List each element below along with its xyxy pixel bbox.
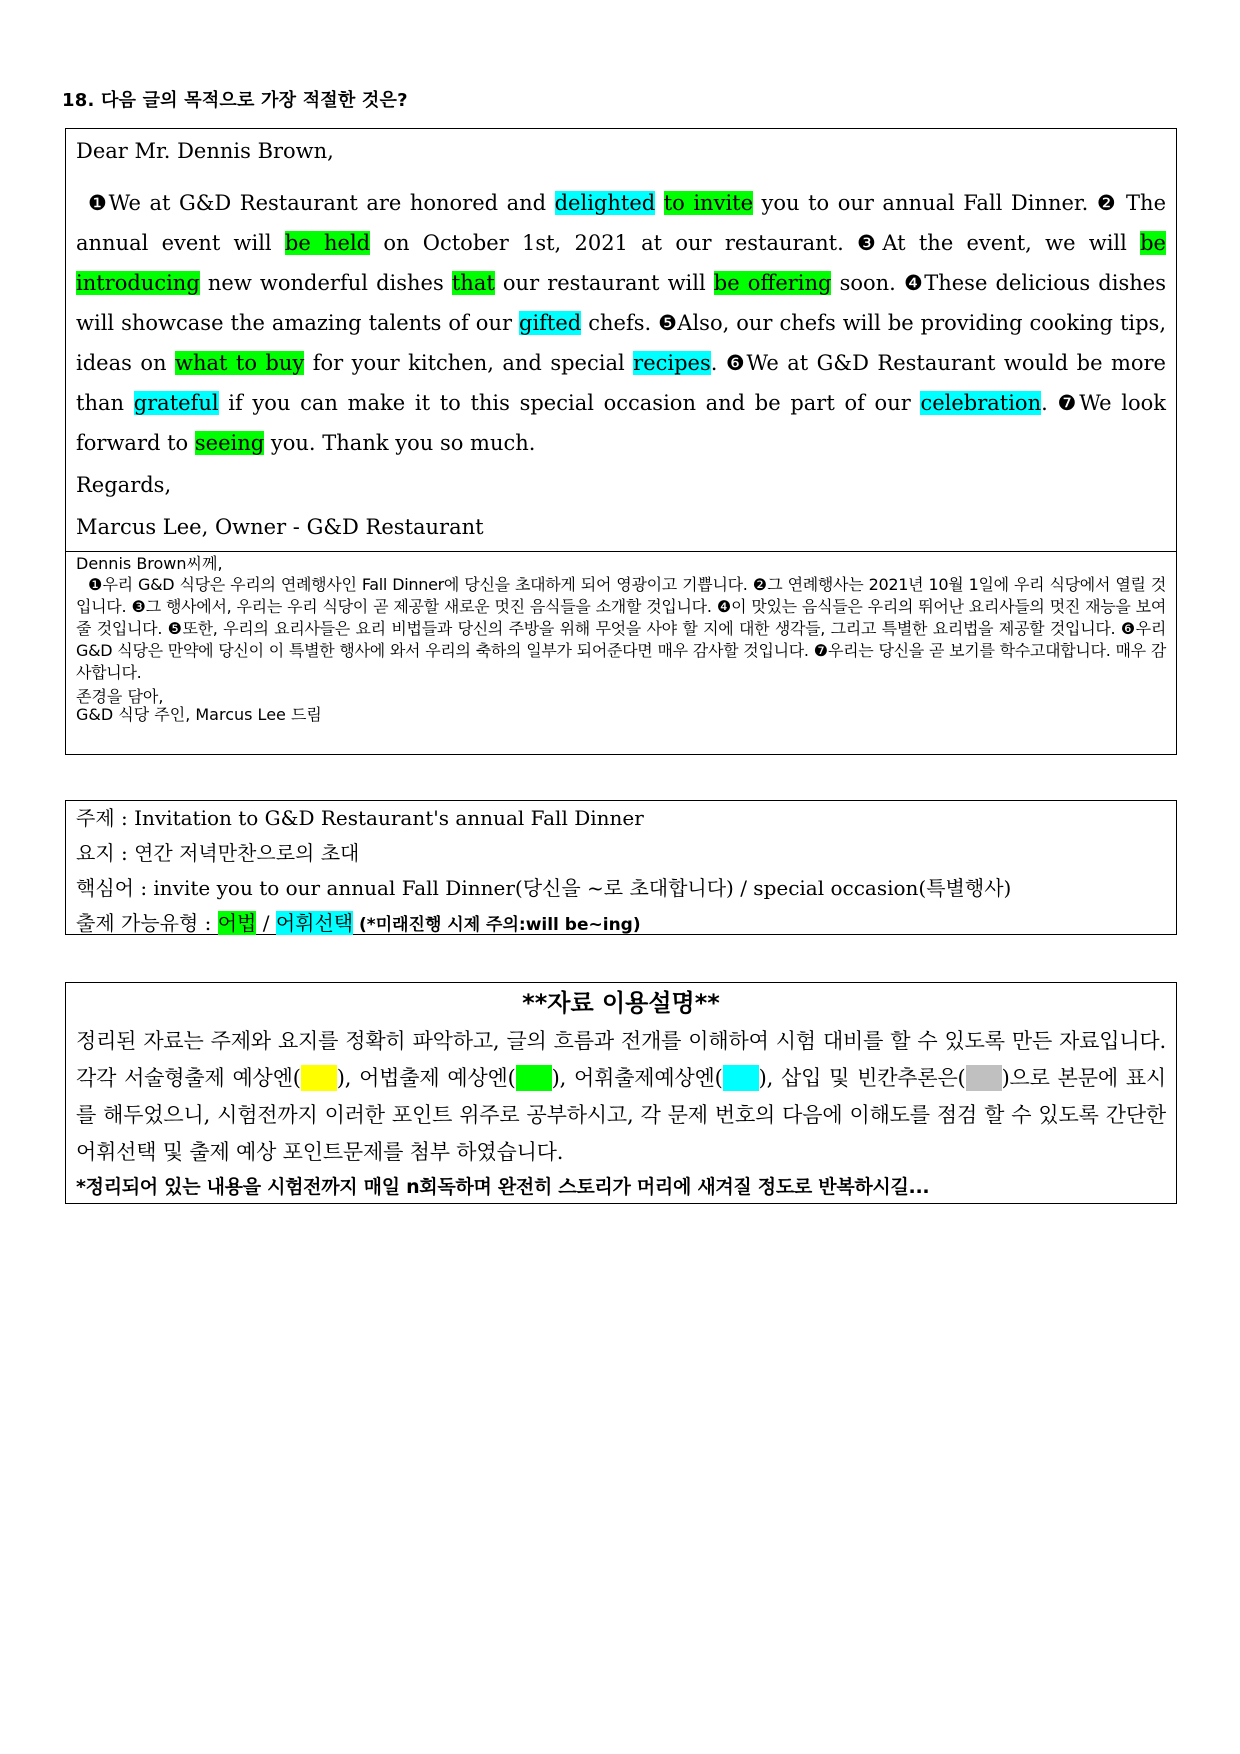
insertion-color-swatch <box>966 1065 1002 1091</box>
guide-reminder: *정리되어 있는 내용을 시험전까지 매일 n회독하며 완전히 스토리가 머리에 새겨질 정도로 반복하시길... <box>76 1176 930 1198</box>
tense-note: (*미래진행 시제 주의:will be~ing) <box>353 915 641 935</box>
highlight-vocab: recipes <box>633 351 711 375</box>
text-run <box>655 191 664 215</box>
type-separator: / <box>256 911 276 935</box>
summary-keywords: 핵심어 : invite you to our annual Fall Dinner(당신을 ~로 초대합니다) / special occasion(특별행사) <box>76 876 1012 900</box>
highlight-grammar: be held <box>284 231 371 255</box>
text-run: )으로 본문에 표시를 해두었으니, 시험전까지 이러한 포인트 위주로 공부하시고, 각 문제 번호의 다음에 이해도를 점검 할 수 있도록 간단한 어휘선택 및 출제 예상 포인트문제를 첨부 하였습니다. <box>76 1066 1167 1164</box>
summary-topic: 주제 : Invitation to G&D Restaurant's annual Fall Dinner <box>76 806 644 830</box>
text-run: new wonderful dishes <box>199 271 452 295</box>
text-run: 정리된 자료는 주제와 요지를 정확히 파악하고, 글의 흐름과 전개를 이해하여 시험 대비를 할 수 있도록 만든 자료입니다. 각각 서술형출제 예상엔( <box>76 1029 1166 1090</box>
highlight-vocab: delighted <box>554 191 656 215</box>
grammar-color-swatch <box>516 1065 552 1091</box>
translation-closing: 존경을 담아, <box>76 687 164 706</box>
text-run: chefs. ❺Also, our chefs will be providing cooking tips, ideas on <box>76 311 1166 375</box>
text-run: soon. ❹These delicious dishes will showcase the amazing talents of our <box>76 271 1166 335</box>
types-label: 출제 가능유형 : <box>76 911 218 935</box>
highlight-grammar: seeing <box>194 431 265 455</box>
text-run: ❶We at G&D Restaurant are honored and <box>88 191 555 215</box>
summary-types <box>76 906 1166 943</box>
text-run: ), 삽입 및 빈칸추론은( <box>758 1066 966 1090</box>
highlight-grammar: be offering <box>713 271 832 295</box>
text-run: . ❼We look forward to <box>76 391 1166 455</box>
descriptive-color-swatch <box>301 1065 337 1091</box>
letter-greeting: Dear Mr. Dennis Brown, <box>76 139 334 163</box>
highlight-vocab: celebration <box>920 391 1042 415</box>
translation-greeting: Dennis Brown씨께, <box>76 554 223 573</box>
text-run: our restaurant will <box>494 271 714 295</box>
highlight-grammar: what to buy <box>174 351 305 375</box>
translation-signature: G&D 식당 주인, Marcus Lee 드림 <box>76 705 322 724</box>
guide-box <box>65 982 1177 1204</box>
text-run: if you can make it to this special occasion and be part of our <box>218 391 921 415</box>
highlight-vocab: gifted <box>519 311 582 335</box>
translation-box <box>65 551 1177 755</box>
type-vocab-badge: 어휘선택 <box>275 911 354 935</box>
letter-body <box>76 183 1166 463</box>
summary-gist: 요지 : 연간 저녁만찬으로의 초대 <box>76 841 360 865</box>
translation-body: ❶우리 G&D 식당은 우리의 연례행사인 Fall Dinner에 당신을 초대하게 되어 영광이고 기쁩니다. ❷그 연례행사는 2021년 10월 1일에 우리 식당에서 열릴 것입니다. ❸그 행사에서, 우리는 우리 식당이 곧 제공할 새로운 멋진 음식들을 소개할 것입니다. ❹이 맛있는 음식들은 우리의 뛰어난 요리사들의 멋진 재능을 보여줄 것입니다. ❺또한, 우리의 요리사들은 요리 비법들과 당신의 주방을 위해 무엇을 사야 할 지에 대한 생각들, 그리고 특별한 요리법을 제공할 것입니다. ❻우리 G&D 식당은 만약에 당신이 이 특별한 행사에 와서 우리의 축하의 일부가 되어준다면 매우 감사할 것입니다. ❼우리는 당신을 곧 보기를 학수고대합니다. 매우 감사합니다. <box>76 575 1166 682</box>
highlight-grammar: to invite <box>663 191 754 215</box>
highlight-vocab: grateful <box>133 391 219 415</box>
text-run: on October 1st, 2021 at our restaurant. ❸At the event, we will <box>370 231 1141 255</box>
text-run: for your kitchen, and special <box>304 351 634 375</box>
letter-signature: Marcus Lee, Owner - G&D Restaurant <box>76 515 484 539</box>
summary-box <box>65 800 1177 935</box>
text-run: you to our annual Fall Dinner. ❷ The annual event will <box>76 191 1166 255</box>
guide-body <box>76 1023 1166 1171</box>
text-run: . ❻We at G&D Restaurant would be more than <box>76 351 1166 415</box>
highlight-grammar: be introducing <box>76 231 1166 295</box>
text-run: you. Thank you so much. <box>264 431 536 455</box>
text-run: ), 어휘출제예상엔( <box>551 1066 723 1090</box>
type-grammar-badge: 어법 <box>217 911 257 935</box>
letter-box <box>65 128 1177 552</box>
highlight-grammar: that <box>451 271 495 295</box>
question-title: 18. 다음 글의 목적으로 가장 적절한 것은? <box>62 90 408 111</box>
letter-regards: Regards, <box>76 473 172 497</box>
vocab-color-swatch <box>723 1065 759 1091</box>
guide-title: **자료 이용설명** <box>522 989 720 1017</box>
text-run: ), 어법출제 예상엔( <box>336 1066 516 1090</box>
